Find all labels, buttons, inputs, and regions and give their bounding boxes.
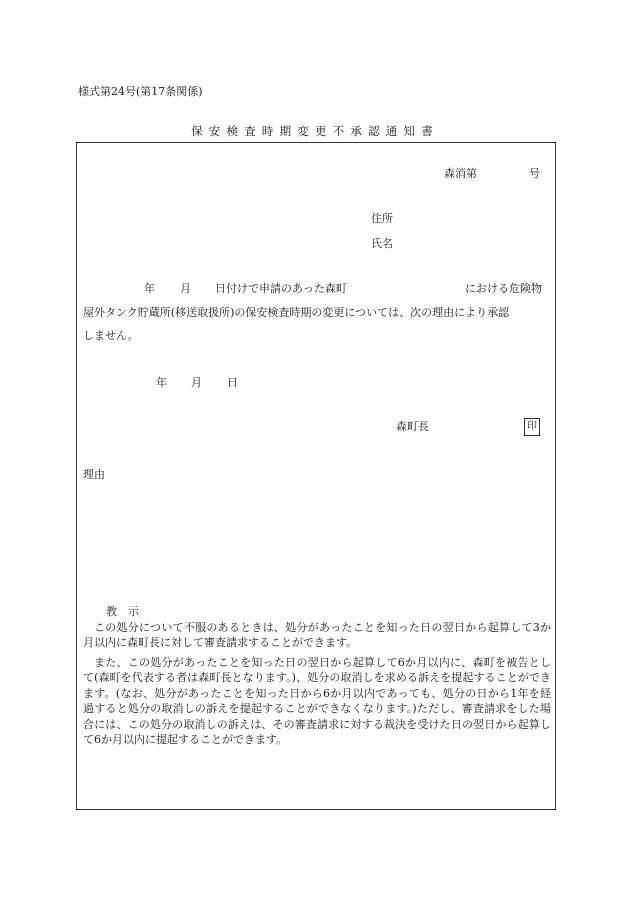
instruction-paragraph-2: また、この処分があったことを知った日の翌日から起算して6か月以内に、森町を被告として(森町を代表する者は森町長となります。)、処分の取消しを求める訴えを提起することができます。(なお、処分があったことを知った日から6か月以内であっても、処分の日から1年を経過すると処分の取消しの訴えを提起することができなくなります。)ただし、審査請求をした場合には、この処分の取消しの訴えは、その審査請求に対する裁決を受けた日の翌日から起算して6か月以内に提起することができます。 [83,656,551,747]
application-date-text: 日付けで申請のあった森町 [215,282,347,295]
body-line-2: 屋外タンク貯蔵所(移送取扱所)の保安検査時期の変更については、次の理由により承認 [83,306,510,319]
reason-label: 理由 [83,468,105,481]
issue-year-label: 年 [156,376,167,389]
application-month-label: 月 [180,282,191,295]
form-number-label: 様式第24号(第17条関係) [78,85,203,98]
doc-number-prefix: 森消第 [444,167,477,180]
document-title: 保安検査時期変更不承認通知書 [191,124,439,138]
location-text: における危険物 [465,282,542,295]
doc-number-suffix: 号 [529,167,540,180]
instruction-heading: 教 示 [106,605,139,618]
instruction-paragraph-1: この処分について不服のあるときは、処分があったことを知った日の翌日から起算して3か月以内に森町長に対して審査請求することができます。 [83,621,551,650]
issue-day-label: 日 [227,376,238,389]
body-line-3: しません。 [83,329,139,342]
notice-form-frame [76,142,556,810]
recipient-name-label: 氏名 [371,237,393,250]
application-year-label: 年 [144,282,155,295]
issuer-title: 森町長 [396,420,429,433]
issue-month-label: 月 [191,376,202,389]
recipient-address-label: 住所 [371,212,393,225]
seal-mark: 印 [524,418,540,436]
